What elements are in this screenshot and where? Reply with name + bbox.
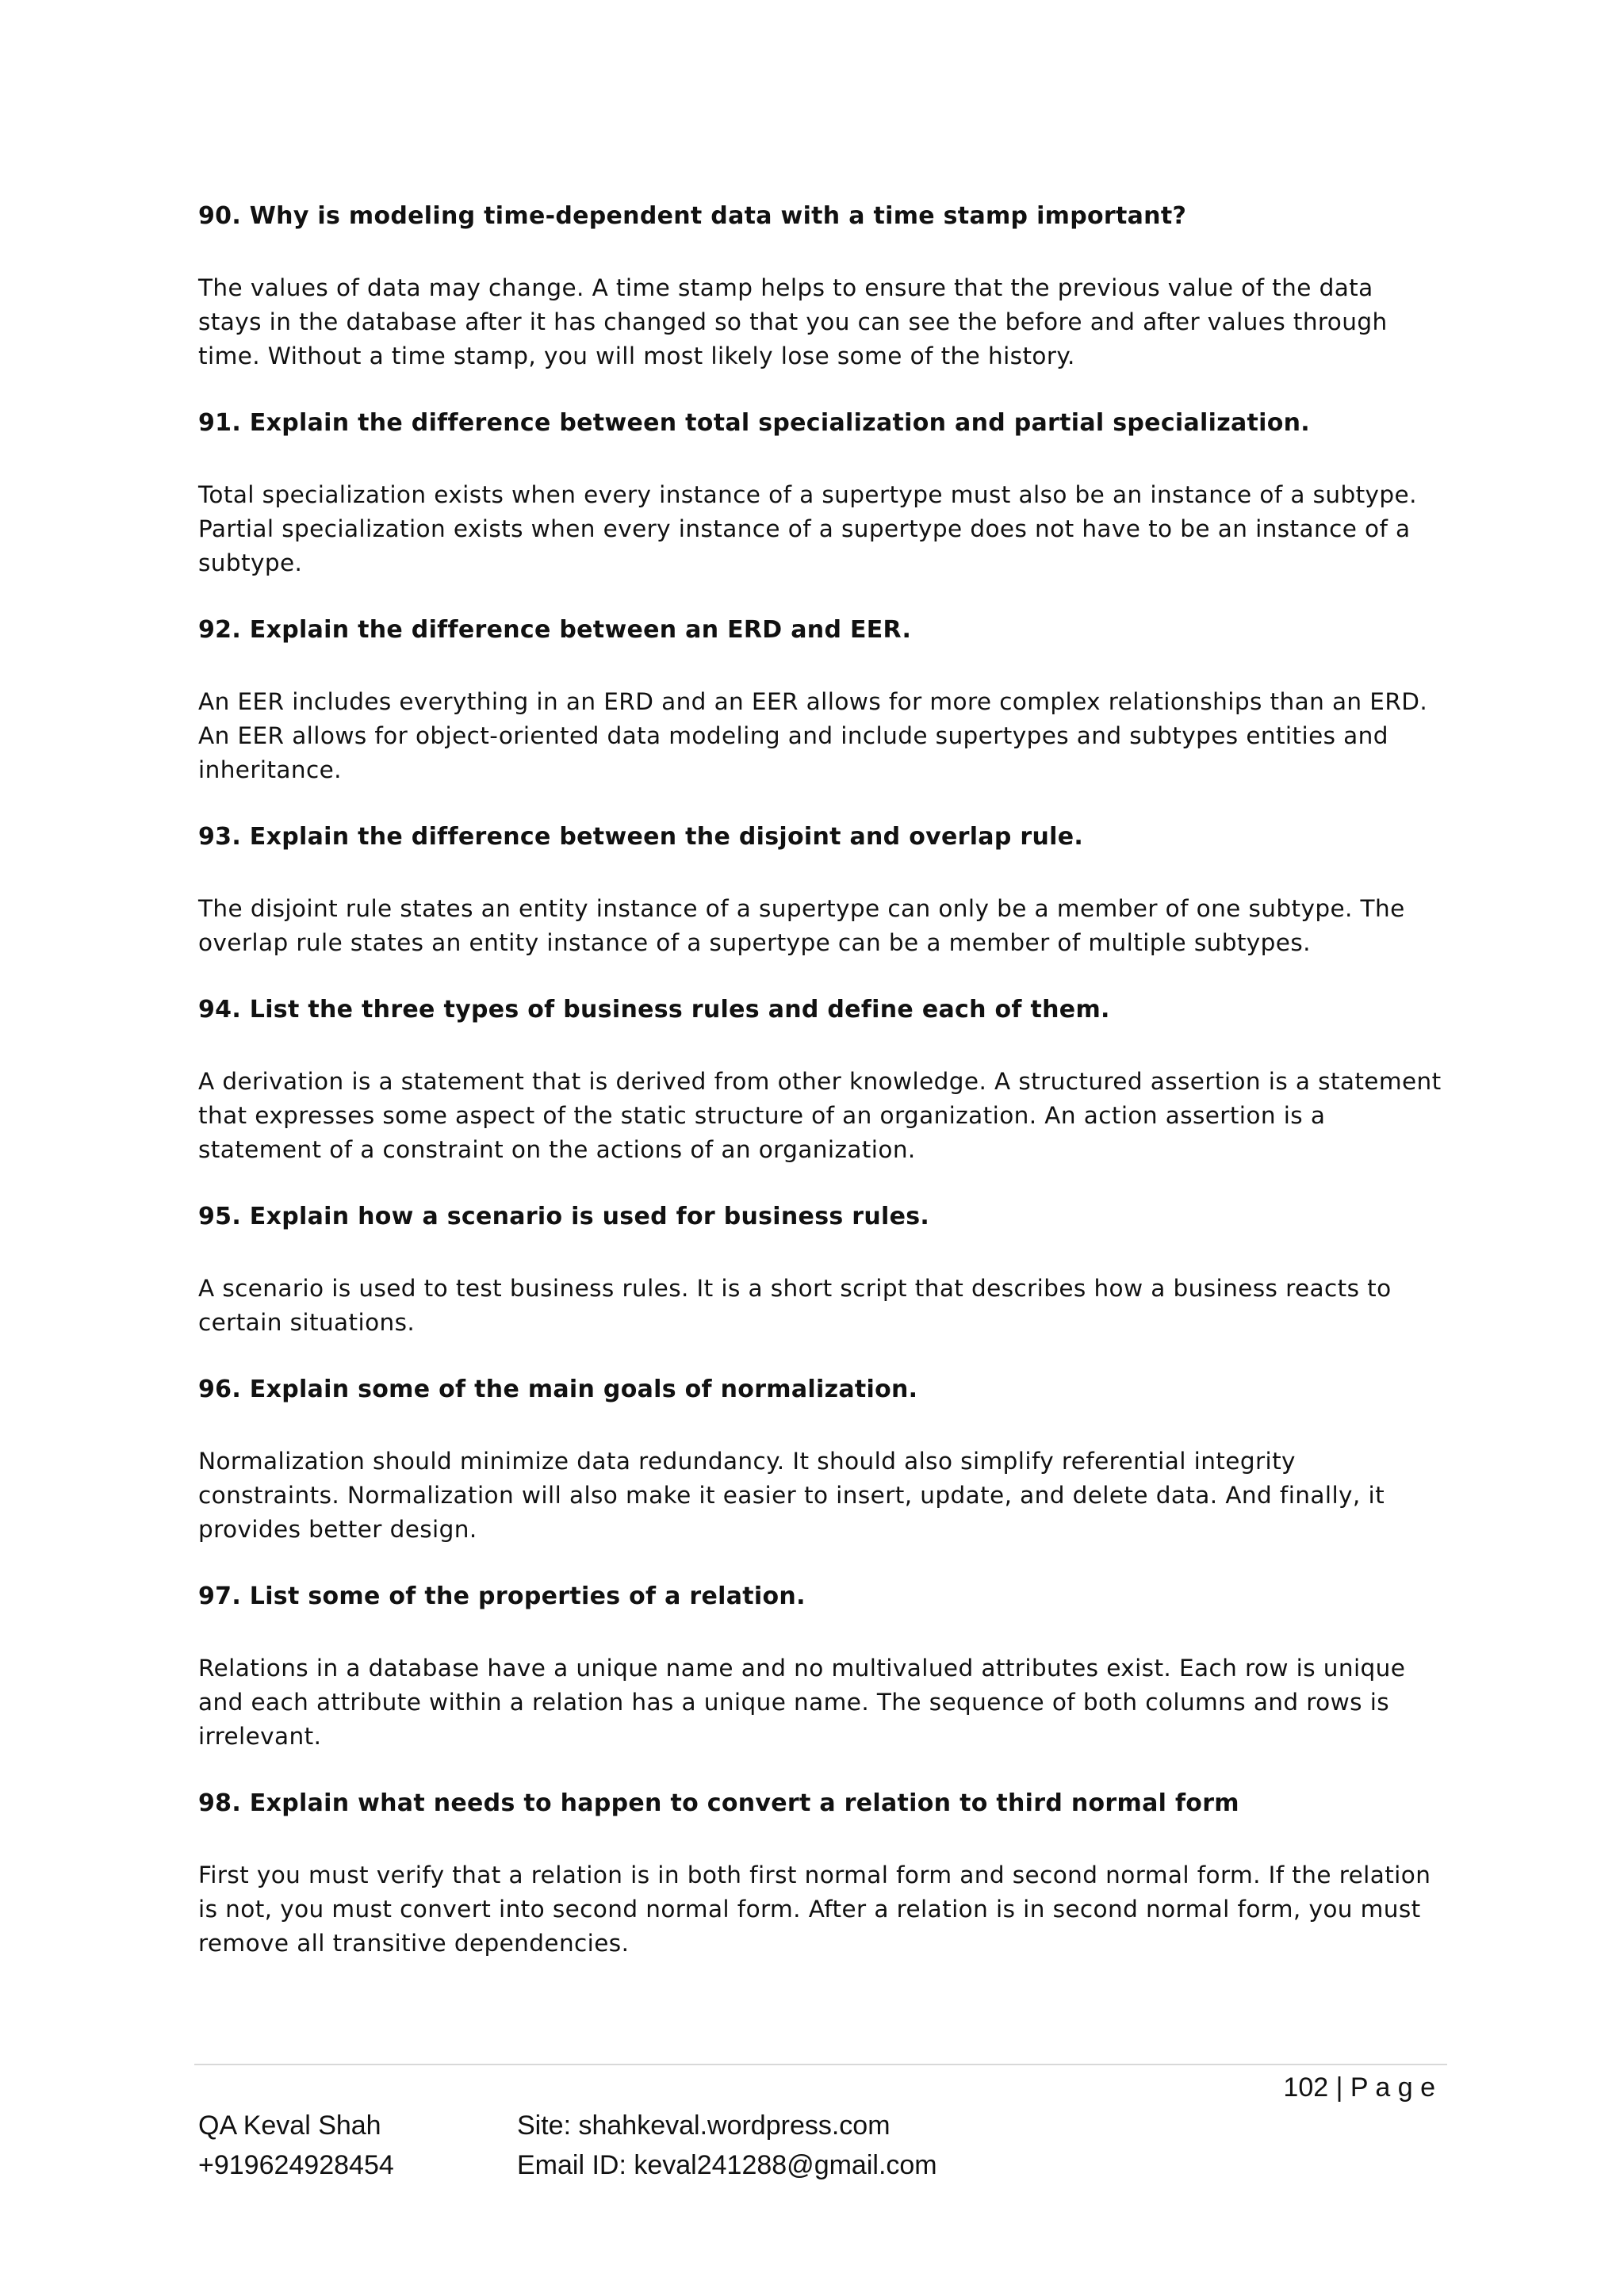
qa-item-95 — [198, 1200, 1443, 1340]
qa-item-97 — [198, 1580, 1443, 1754]
answer-paragraph: Normalization should minimize data redundancy. It should also simplify referential integrity constraints. Normalization will also make it easier to insert, update, and delete data. And finally, it provides better design. — [198, 1448, 1385, 1543]
footer-divider — [194, 2064, 1447, 2065]
qa-item-98 — [198, 1787, 1443, 1961]
qa-item-90 — [198, 200, 1443, 373]
qa-item-94 — [198, 993, 1443, 1167]
question-heading: 92. Explain the difference between an ERD and EER. — [198, 616, 912, 644]
qa-item-93 — [198, 821, 1443, 960]
question-heading: 90. Why is modeling time-dependent data with a time stamp important? — [198, 202, 1187, 230]
footer-contact-block — [517, 2106, 937, 2185]
question-heading: 91. Explain the difference between total specialization and partial specialization. — [198, 409, 1310, 437]
answer-paragraph: The values of data may change. A time stamp helps to ensure that the previous value of the data stays in the database after it has changed so that you can see the before and after values through time. Without a time stamp, you will most likely lose some of the history. — [198, 274, 1388, 369]
answer-paragraph: An EER includes everything in an ERD and an EER allows for more complex relationships than an ERD. An EER allows for object-oriented data modeling and include supertypes and subtypes entities and inheritance. — [198, 688, 1428, 783]
qa-item-96 — [198, 1373, 1443, 1547]
footer-phone: +919624928454 — [198, 2150, 394, 2180]
footer-author-block — [198, 2106, 394, 2185]
footer-email: Email ID: keval241288@gmail.com — [517, 2150, 937, 2180]
question-heading: 94. List the three types of business rules and define each of them. — [198, 996, 1110, 1024]
answer-paragraph: A scenario is used to test business rules. It is a short script that describes how a business reacts to certain situations. — [198, 1275, 1392, 1336]
footer-site: Site: shahkeval.wordpress.com — [517, 2110, 891, 2141]
footer-author: QA Keval Shah — [198, 2110, 381, 2141]
question-heading: 93. Explain the difference between the disjoint and overlap rule. — [198, 823, 1084, 851]
answer-paragraph: A derivation is a statement that is derived from other knowledge. A structured assertion is a statement that expresses some aspect of the static structure of an organization. An action assertion is a statement of a constraint on the actions of an organization. — [198, 1068, 1442, 1163]
answer-paragraph: Relations in a database have a unique name and no multivalued attributes exist. Each row is unique and each attribute within a relation has a unique name. The sequence of both columns and rows is irrelevant. — [198, 1655, 1406, 1750]
answer-paragraph: Total specialization exists when every instance of a supertype must also be an instance of a subtype. Partial specialization exists when every instance of a supertype does not have to be an instance of a subtype. — [198, 481, 1417, 576]
question-heading: 96. Explain some of the main goals of normalization. — [198, 1376, 918, 1403]
page-number: 102 | P a g e — [1283, 2072, 1435, 2103]
answer-paragraph: The disjoint rule states an entity instance of a supertype can only be a member of one subtype. The overlap rule states an entity instance of a supertype can be a member of multiple subtypes. — [198, 895, 1405, 956]
question-heading: 97. List some of the properties of a relation. — [198, 1582, 806, 1610]
answer-paragraph: First you must verify that a relation is in both first normal form and second normal form. If the relation is not, you must convert into second normal form. After a relation is in second normal form, you must remove all transitive dependencies. — [198, 1862, 1431, 1957]
qa-item-91 — [198, 407, 1443, 580]
qa-item-92 — [198, 614, 1443, 787]
document-body — [198, 200, 1443, 1994]
question-heading: 98. Explain what needs to happen to convert a relation to third normal form — [198, 1789, 1239, 1817]
question-heading: 95. Explain how a scenario is used for business rules. — [198, 1203, 930, 1230]
